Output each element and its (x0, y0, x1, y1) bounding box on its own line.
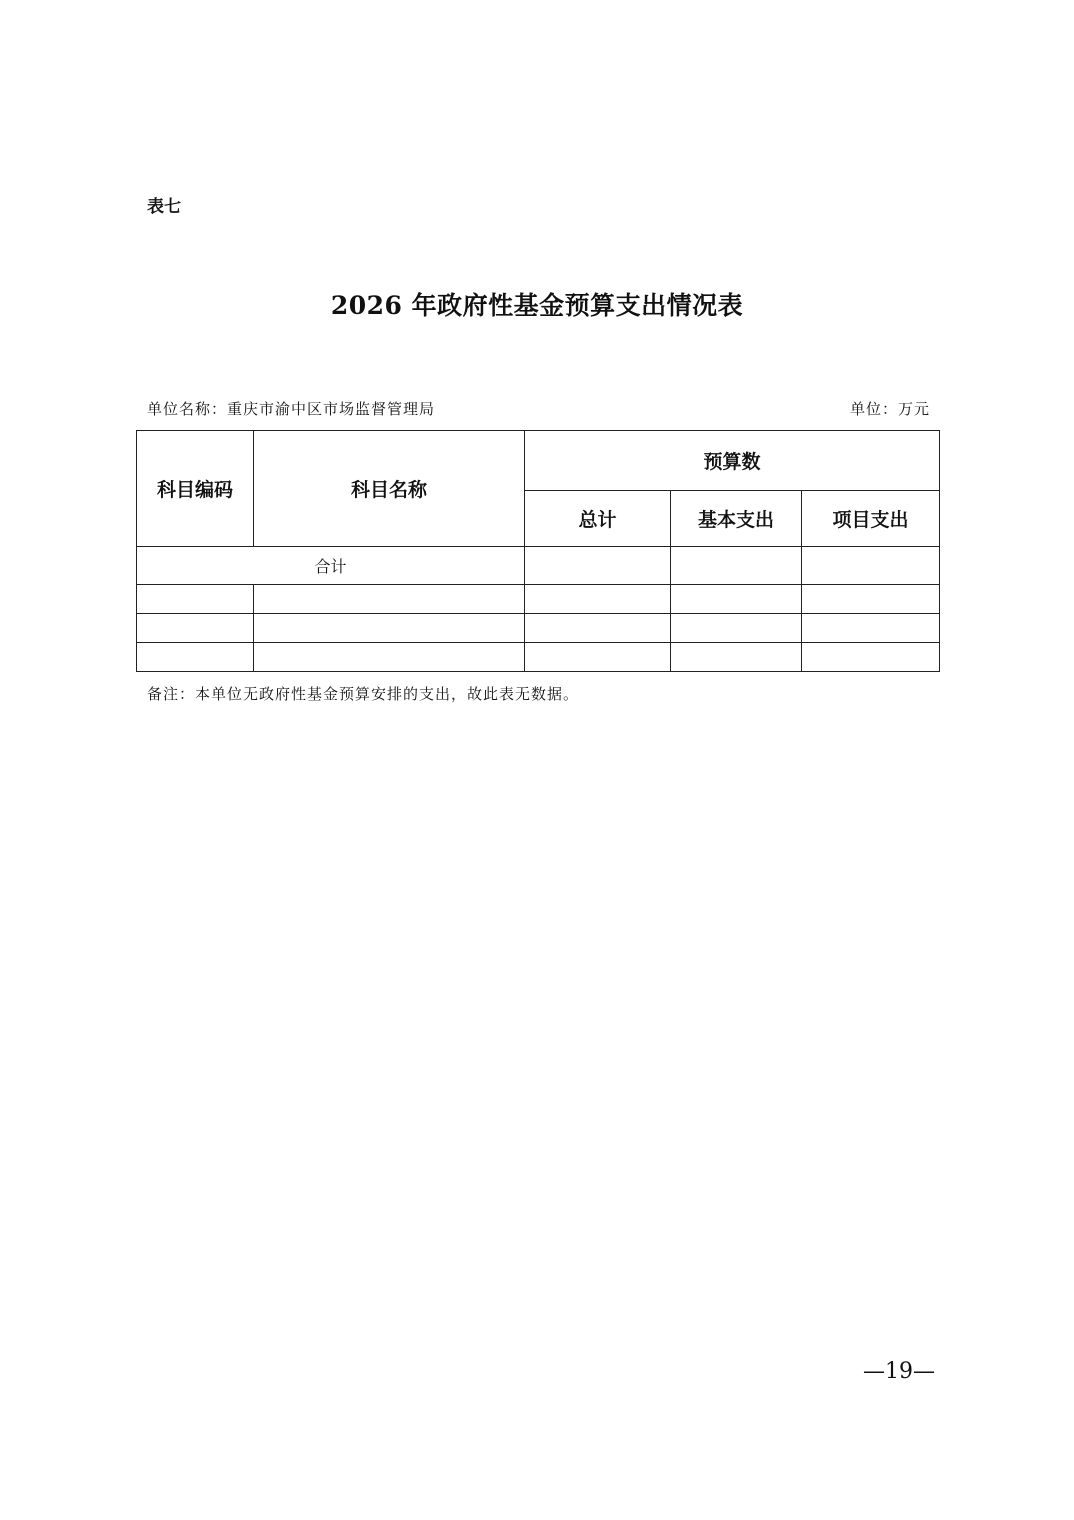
total-row-project (802, 547, 940, 585)
header-code: 科目编码 (137, 431, 254, 547)
budget-table (136, 430, 940, 672)
total-row (137, 547, 940, 585)
total-row-basic (671, 547, 802, 585)
currency-unit: 单位：万元 (849, 400, 930, 418)
header-budget-group: 预算数 (525, 431, 940, 491)
table-row (137, 585, 940, 614)
total-row-label: 合计 (137, 547, 525, 585)
row-project (802, 614, 940, 643)
row-project (802, 643, 940, 672)
document-title: 2026 年政府性基金预算支出情况表 (330, 291, 744, 320)
header-total: 总计 (525, 491, 671, 547)
row-basic (671, 643, 802, 672)
row-total (525, 585, 671, 614)
row-name (254, 643, 525, 672)
header-project: 项目支出 (802, 491, 940, 547)
row-code (137, 614, 254, 643)
row-total (525, 614, 671, 643)
row-basic (671, 614, 802, 643)
row-code (137, 585, 254, 614)
row-total (525, 643, 671, 672)
row-name (254, 585, 525, 614)
row-name (254, 614, 525, 643)
organization-name: 单位名称：重庆市渝中区市场监督管理局 (147, 400, 436, 418)
page-number: —19— (863, 1359, 935, 1384)
table-row (137, 643, 940, 672)
header-row-1 (137, 431, 940, 491)
row-basic (671, 585, 802, 614)
row-project (802, 585, 940, 614)
row-code (137, 643, 254, 672)
header-name: 科目名称 (254, 431, 525, 547)
table-label: 表七 (147, 197, 181, 217)
table-row (137, 614, 940, 643)
remark-note: 备注：本单位无政府性基金预算安排的支出，故此表无数据。 (147, 685, 580, 703)
header-basic: 基本支出 (671, 491, 802, 547)
total-row-total (525, 547, 671, 585)
